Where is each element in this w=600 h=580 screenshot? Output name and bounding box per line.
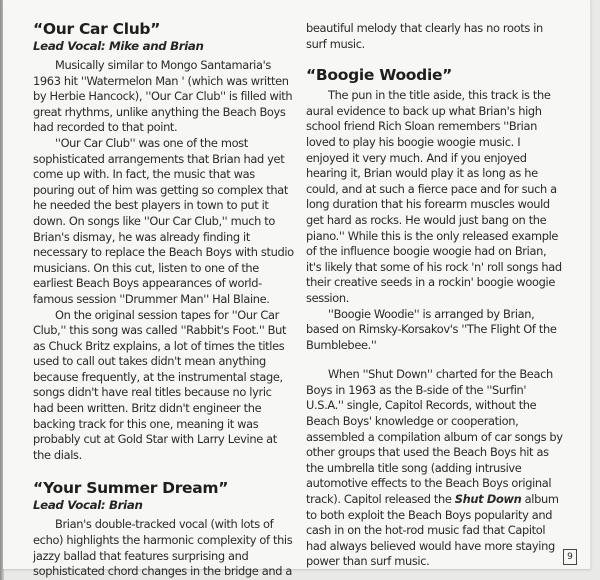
page-number: 9 — [563, 549, 577, 565]
body-paragraph: ''Our Car Club'' was one of the most sophisticated arrangements that Brian had yet come up with. In fact, the music that was pouring out of him was getting so complex that he needed the best players in town to put it down. On songs like ''Our Car Club,'' much to Brian's dismay, he was already finding it necessary to replace the Beach Boys with studio musicians. On this cut, listen to one of the earliest Beach Boys appearances of world-famous session ''Drummer Man'' Hal Blaine. — [33, 135, 294, 306]
right-column — [306, 21, 564, 570]
body-paragraph: On the original session tapes for ''Our Car Club,'' this song was called ''Rabbit's Foot.'' But as Chuck Britz explains, a lot of times the titles used to call out takes didn't mean anything because frequently, at the instrumental stage, songs didn't have real titles because no lyric had been written. Britz didn't engineer the backing track for this one, meaning it was probably cut at Gold Star with Larry Levine at the dials. — [33, 307, 287, 462]
continued-paragraph: beautiful melody that clearly has no roots in surf music. — [306, 21, 543, 51]
left-column — [33, 20, 295, 580]
body-paragraph: The pun in the title aside, this track is the aural evidence to back up what Brian's high school friend Rich Sloan remembers ''Brian loved to play his boogie woogie music. I enjoyed it very much. And if you enjoyed hearing it, Brian would play it as long as he could, and at such a fierce pace and for such a long duration that his forearm muscles would get hard as rocks. He would just bang on the piano.'' While this is the only released example of the influence boogie woogie had on Brian, it's likely that some of his rock 'n' roll songs had their creative seeds in a rockin' boogie woogie session. — [306, 88, 562, 305]
body-paragraph: ''Boogie Woodie'' is arranged by Brian, based on Rimsky-Korsakov's ''The Flight Of the Bumblebee.'' — [306, 306, 557, 352]
lead-vocal-credit: Lead Vocal: Brian — [33, 498, 143, 513]
text-segment: When ''Shut Down'' charted for the Beach Boys in 1963 as the B-side of the ''Surfin' U.S.A.'' single, Capitol Records, without the Beach Boys' knowledge or cooperation, assembled a compilation album of car songs by other groups that used the Beach Boys hit as the umbrella title song (adding intrusive automotive effects to the Beach Boys original track). Capitol released the — [306, 367, 563, 507]
lead-vocal-credit: Lead Vocal: Mike and Brian — [33, 39, 204, 53]
body-paragraph-shut-down — [306, 367, 564, 570]
song-title-boogie-woodie: “Boogie Woodie” — [306, 66, 453, 85]
song-title-your-summer-dream: “Your Summer Dream” — [33, 479, 229, 498]
text-segment: album to both exploit the Beach Boys popularity and cash in on the hot-rod music fad that Capitol had always believed would have more staying power than surf music. — [306, 492, 559, 569]
body-paragraph: Brian's double-tracked vocal (with lots of echo) highlights the harmonic complexity of this jazzy ballad that features surprising and sophisticated chord changes in the bridge and a — [33, 517, 293, 579]
song-title-our-car-club: “Our Car Club” — [33, 20, 161, 38]
album-title: Shut Down — [454, 492, 522, 507]
body-paragraph: Musically similar to Mongo Santamaria's 1963 hit ''Watermelon Man ' (which was written by Herbie Hancock), ''Our Car Club'' is filled with great rhythms, unlike anything the Beach Boys had recorded to that point. — [33, 58, 293, 135]
